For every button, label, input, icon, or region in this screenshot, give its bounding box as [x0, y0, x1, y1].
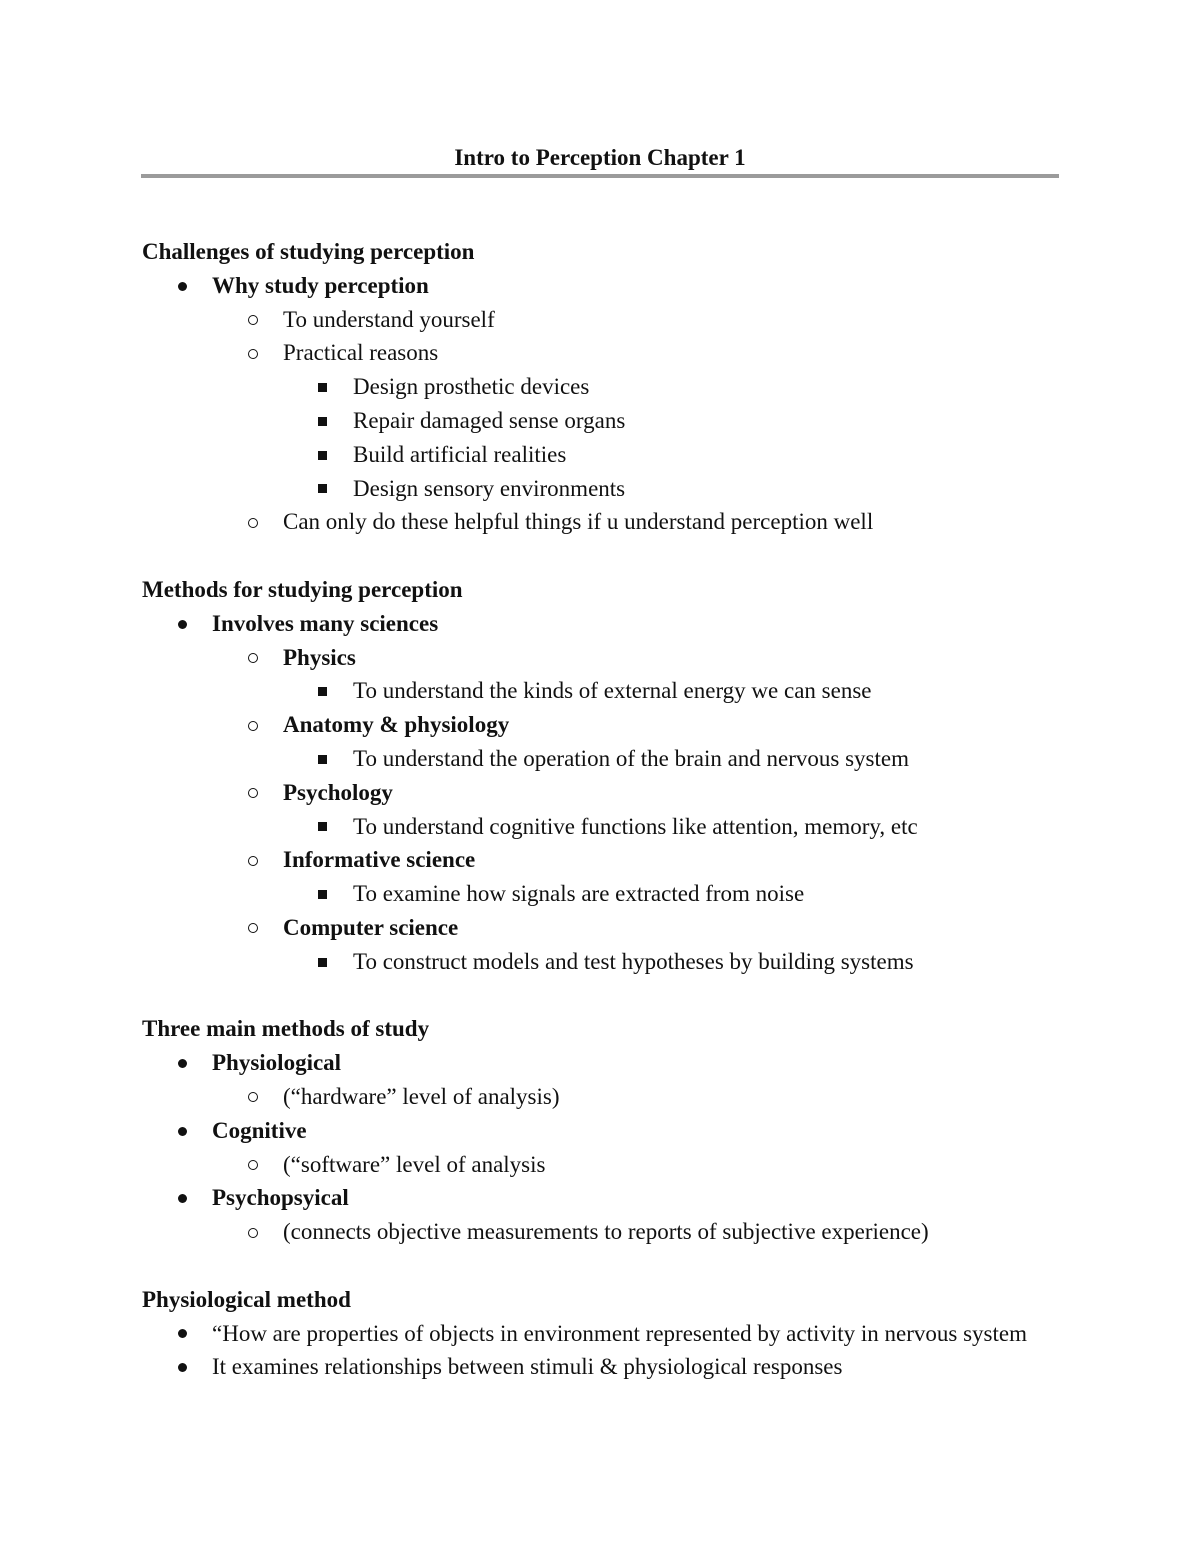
square-bullet-icon	[318, 370, 327, 404]
list-item-text: Physics	[283, 644, 356, 670]
section-heading-three-methods: Three main methods of study	[142, 1016, 430, 1042]
list-item-text: Design prosthetic devices	[353, 374, 590, 400]
square-bullet-icon	[318, 742, 327, 776]
list-item	[142, 911, 1072, 945]
square-bullet-icon	[318, 877, 327, 911]
list-item	[142, 269, 1072, 303]
list-item-text: (“software” level of analysis	[283, 1151, 546, 1177]
list-item	[142, 776, 1072, 810]
list-item-text: It examines relationships between stimuli & physiological responses	[212, 1354, 843, 1380]
list-item	[142, 1148, 1072, 1182]
list-item	[142, 1215, 1072, 1249]
section-heading-challenges: Challenges of studying perception	[142, 239, 475, 264]
circle-bullet-icon	[248, 336, 258, 370]
list-item	[142, 607, 1072, 641]
disc-bullet-icon	[178, 269, 187, 303]
circle-bullet-icon	[248, 505, 258, 539]
list-item	[142, 438, 1072, 472]
list-item-text: To examine how signals are extracted from noise	[353, 881, 805, 907]
list-item-text: Practical reasons	[283, 340, 439, 366]
title-rule	[141, 174, 1059, 178]
list-item	[142, 1046, 1072, 1080]
circle-bullet-icon	[248, 303, 258, 337]
list-item	[142, 404, 1072, 438]
circle-bullet-icon	[248, 911, 258, 945]
circle-bullet-icon	[248, 843, 258, 877]
list-item	[142, 945, 1072, 979]
page-title: Intro to Perception Chapter 1	[454, 145, 746, 170]
list-item-text: Cognitive	[212, 1117, 307, 1143]
list-item	[142, 1350, 1072, 1384]
square-bullet-icon	[318, 438, 327, 472]
list-item	[142, 1317, 1072, 1351]
disc-bullet-icon	[178, 1317, 187, 1351]
disc-bullet-icon	[178, 1114, 187, 1148]
list-item-text: “How are properties of objects in environment represented by activity in nervous system	[212, 1320, 1027, 1346]
spacer	[142, 1249, 1072, 1283]
square-bullet-icon	[318, 674, 327, 708]
list-item-text: To construct models and test hypotheses by building systems	[353, 948, 914, 974]
disc-bullet-icon	[178, 1046, 187, 1080]
square-bullet-icon	[318, 472, 327, 506]
list-item	[142, 336, 1072, 370]
list-item	[142, 505, 1072, 539]
list-item	[142, 472, 1072, 506]
document-body	[142, 235, 1072, 1384]
list-item-text: Design sensory environments	[353, 475, 626, 501]
list-item-text: Can only do these helpful things if u understand perception well	[283, 509, 874, 535]
list-item-text: To understand the kinds of external energy we can sense	[353, 678, 872, 704]
list-item-text: Physiological	[212, 1050, 342, 1076]
disc-bullet-icon	[178, 1181, 187, 1215]
list-item-text: Anatomy & physiology	[283, 712, 510, 738]
circle-bullet-icon	[248, 1148, 258, 1182]
circle-bullet-icon	[248, 641, 258, 675]
list-item-text: Repair damaged sense organs	[353, 407, 626, 433]
list-item-text: To understand cognitive functions like attention, memory, etc	[353, 813, 918, 839]
disc-bullet-icon	[178, 1350, 187, 1384]
section-heading-physiological-method: Physiological method	[142, 1286, 351, 1312]
list-item	[142, 1080, 1072, 1114]
list-item	[142, 742, 1072, 776]
circle-bullet-icon	[248, 1080, 258, 1114]
square-bullet-icon	[318, 404, 327, 438]
section-heading-methods: Methods for studying perception	[142, 576, 463, 602]
list-item	[142, 1181, 1072, 1215]
list-item-text: To understand the operation of the brain and nervous system	[353, 745, 909, 771]
list-item-text: Psychology	[283, 779, 393, 805]
square-bullet-icon	[318, 810, 327, 844]
list-item-text: (connects objective measurements to reports of subjective experience)	[283, 1219, 929, 1245]
list-item	[142, 843, 1072, 877]
spacer	[142, 979, 1072, 1013]
list-item	[142, 708, 1072, 742]
circle-bullet-icon	[248, 708, 258, 742]
spacer	[142, 539, 1072, 573]
list-item	[142, 674, 1072, 708]
list-item-text: Why study perception	[212, 272, 429, 298]
list-item-text: To understand yourself	[283, 306, 495, 332]
square-bullet-icon	[318, 945, 327, 979]
list-item	[142, 1114, 1072, 1148]
list-item-text: Computer science	[283, 914, 459, 940]
disc-bullet-icon	[178, 607, 187, 641]
list-item-text: (“hardware” level of analysis)	[283, 1083, 560, 1109]
circle-bullet-icon	[248, 1215, 258, 1249]
list-item	[142, 877, 1072, 911]
list-item	[142, 810, 1072, 844]
list-item	[142, 370, 1072, 404]
list-item-text: Psychopsyical	[212, 1185, 349, 1211]
list-item	[142, 641, 1072, 675]
circle-bullet-icon	[248, 776, 258, 810]
list-item	[142, 303, 1072, 337]
list-item-text: Involves many sciences	[212, 610, 439, 636]
list-item-text: Build artificial realities	[353, 441, 567, 467]
list-item-text: Informative science	[283, 847, 476, 873]
